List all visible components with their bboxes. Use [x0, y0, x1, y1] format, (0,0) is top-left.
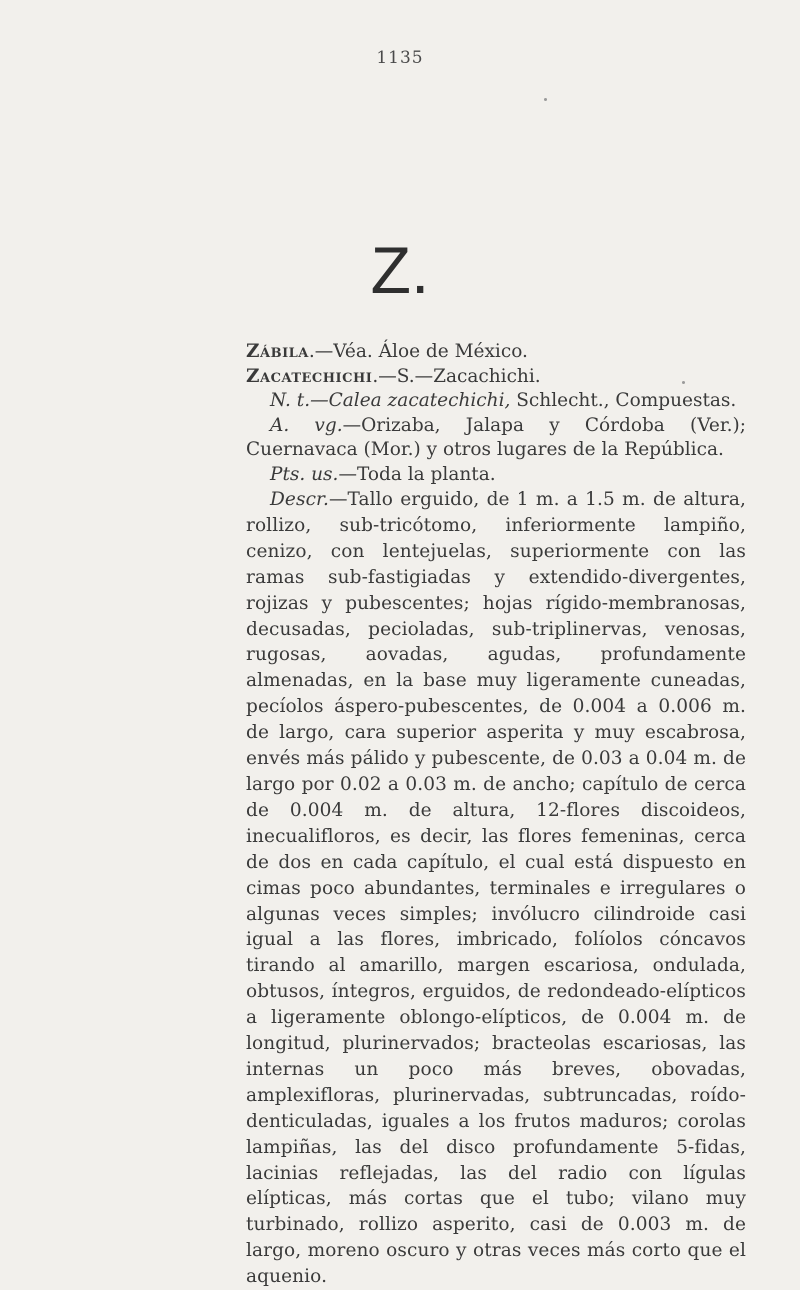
entry-headword: Zábila — [246, 341, 309, 362]
entry-text: .—S.—Zacachichi. — [372, 365, 541, 387]
parts-used-text: —Toda la planta. — [338, 463, 496, 485]
section-letter-heading: Z. — [370, 233, 430, 307]
field-habitat — [246, 414, 746, 463]
dictionary-entries — [246, 340, 746, 1290]
print-speck — [544, 98, 547, 101]
entry-headword: Zacatechichi — [246, 365, 373, 387]
family-name: Schlecht., Compuestas. — [510, 390, 737, 411]
entry-zacatechichi — [246, 365, 746, 390]
field-label-n: N. t. — [270, 390, 311, 411]
field-label-pts: Pts. us. — [270, 463, 339, 485]
description-text: —Tallo erguido, de 1 m. a 1.5 m. de altura, rollizo, sub-tricótomo, inferiormente lampiño, cenizo, con lentejuelas, superiormente con las ramas sub-fastigiadas y extendido-divergentes, rojizas y pubescentes; hojas rígido-membranosas, decusadas, pecioladas, sub-triplinervas, venosas, rugosas, aovadas, agudas, profundamente almenadas, en la base muy ligeramente cuneadas, pecíolos áspero-pubescentes, de 0.004 a 0.006 m. de largo, cara superior asperita y muy escabrosa, envés más pálido y pubescente, de 0.03 a 0.04 m. de largo por 0.02 a 0.03 m. de ancho; capítulo de cerca de 0.004 m. de altura, 12-flores discoideos, inecualifloros, es decir, las flores femeninas, cerca de dos en cada capítulo, el cual está dispuesto en cimas poco abundantes, terminales e irregulares o algunas veces simples; invólucro cilindroide casi igual a las flores, imbricado, folíolos cóncavos tirando al amarillo, margen escariosa, ondulada, obtusos, íntegros, erguidos, de redondeado-elípticos a ligeramente oblongo-elípticos, de 0.004 m. de longitud, plurinervados; bracteolas escariosas, las internas un poco más breves, obovadas, amplexifloras, plurinervadas, subtruncadas, roído-denticuladas, iguales a los frutos maduros; corolas lampiñas, las del disco profundamente 5-fidas, lacinias reflejadas, las del radio con lígulas elípticas, más cortas que el tubo; vilano muy turbinado, rollizo asperito, casi de 0.003 m. de largo, moreno oscuro y otras veces más corto que el aquenio. — [246, 489, 746, 1288]
entry-text: .—Véa. Áloe de México. — [308, 341, 528, 362]
entry-zabila — [246, 340, 746, 365]
field-parts-used — [246, 463, 746, 488]
page-number: 1135 — [376, 48, 424, 68]
scientific-name: —Calea zacatechichi, — [310, 390, 511, 411]
habitat-text: —Orizaba, Jalapa y Córdoba (Ver.); Cuernavaca (Mor.) y otros lugares de la República. — [246, 414, 746, 460]
field-description — [246, 487, 746, 1290]
field-scientific-name — [246, 389, 746, 414]
field-label-descr: Descr. — [270, 489, 329, 510]
field-label-a: A. vg. — [270, 414, 343, 436]
